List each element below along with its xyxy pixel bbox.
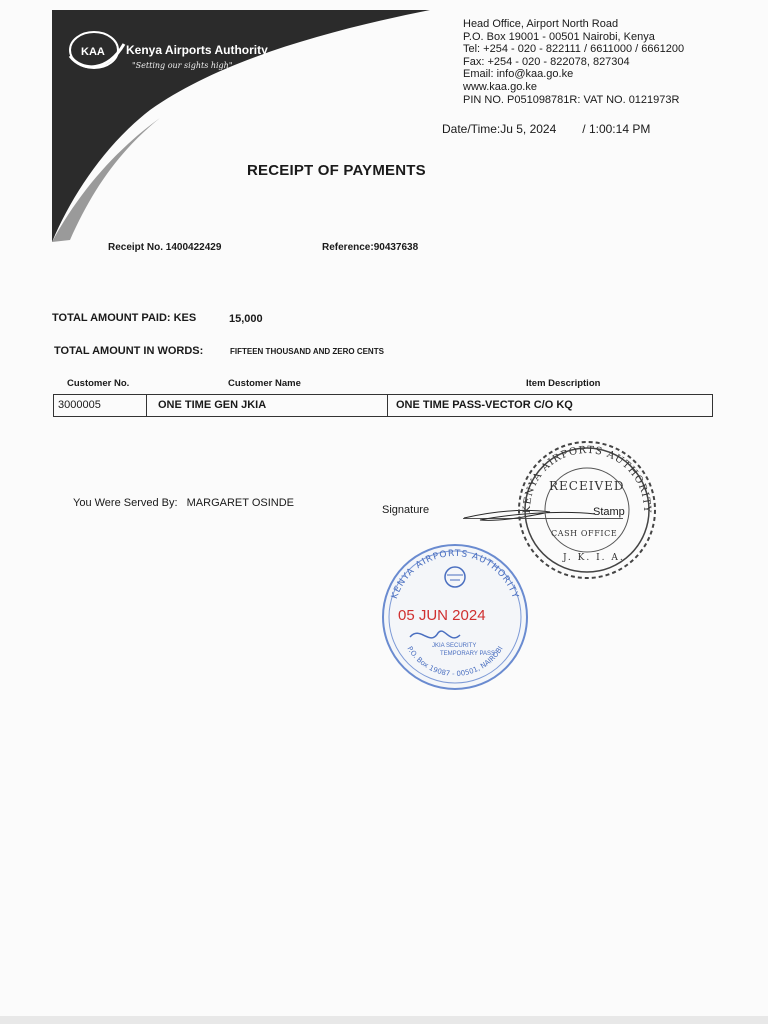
receipt-number: Receipt No. 1400422429 <box>108 242 222 253</box>
stamp-date: 05 JUN 2024 <box>398 607 486 624</box>
logo-abbr: KAA <box>81 46 105 58</box>
address-line: Tel: +254 - 020 - 822111 / 6611000 / 6661200 <box>463 43 685 56</box>
amount-in-words-value: FIFTEEN THOUSAND AND ZERO CENTS <box>230 347 384 356</box>
kaa-emblem-icon <box>64 24 128 80</box>
stamp-label: Stamp <box>593 506 625 518</box>
org-name: Kenya Airports Authority <box>126 43 268 57</box>
head-office-address <box>463 18 684 106</box>
stamp-cash-office: CASH OFFICE <box>551 529 618 538</box>
stamp-security-line2: TEMPORARY PASS <box>440 651 496 657</box>
address-line: P.O. Box 19001 - 00501 Nairobi, Kenya <box>463 30 655 43</box>
served-by-label: You Were Served By: <box>73 497 178 509</box>
header-item-description: Item Description <box>526 378 601 389</box>
scan-edge <box>0 1016 768 1024</box>
stamp-bottom-text: P.O. Box 19087 - 00501, NAIROBI <box>405 644 505 678</box>
amount-in-words-label: TOTAL AMOUNT IN WORDS: <box>54 345 204 357</box>
cell-divider <box>387 395 388 416</box>
served-by-name: MARGARET OSINDE <box>186 497 294 509</box>
address-line: www.kaa.go.ke <box>463 80 537 93</box>
stamp-received: RECEIVED <box>549 479 625 493</box>
kaa-logo <box>64 24 304 84</box>
receipt-time: / 1:00:14 PM <box>582 122 651 136</box>
cell-divider <box>146 395 147 416</box>
header-customer-name: Customer Name <box>228 378 301 389</box>
address-line: Head Office, Airport North Road <box>463 18 619 30</box>
cell-customer-no: 3000005 <box>58 399 101 411</box>
org-slogan: "Setting our sights high" <box>132 61 233 70</box>
served-by <box>73 497 294 509</box>
receipt-date: Date/Time:Ju 5, 2024 <box>442 122 557 136</box>
signature-label: Signature <box>382 504 430 516</box>
stamp-station: J. K. I. A. <box>563 553 625 563</box>
cell-customer-name: ONE TIME GEN JKIA <box>158 399 267 411</box>
stamp-security-line1: JKIA SECURITY <box>432 643 477 649</box>
page-title: RECEIPT OF PAYMENTS <box>247 162 426 179</box>
address-line: PIN NO. P051098781R: VAT NO. 0121973R <box>463 93 680 106</box>
receipt-datetime <box>442 122 650 136</box>
total-amount-value: 15,000 <box>229 313 263 325</box>
address-line: Email: info@kaa.go.ke <box>463 68 574 81</box>
total-amount-label: TOTAL AMOUNT PAID: KES <box>52 312 197 324</box>
header-customer-no: Customer No. <box>67 378 130 389</box>
stamp-ring-text: KENYA AIRPORTS AUTHORITY <box>389 548 521 601</box>
reference-number: Reference:90437638 <box>322 242 419 253</box>
table-row <box>53 394 713 417</box>
address-line: Fax: +254 - 020 - 822078, 827304 <box>463 55 630 68</box>
cell-item-description: ONE TIME PASS-VECTOR C/O KQ <box>396 399 573 411</box>
stamp-ring-text: KENYA AIRPORTS AUTHORITY <box>521 444 653 514</box>
